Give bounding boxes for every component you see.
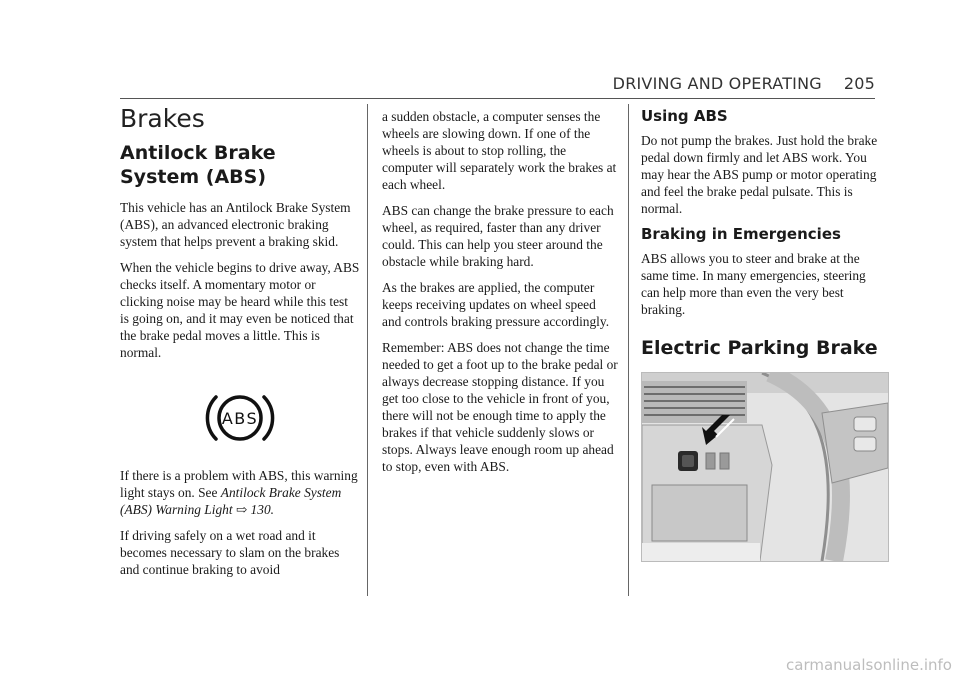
- dashboard-illustration: [642, 373, 888, 561]
- heading-using-abs: Using ABS: [641, 107, 728, 125]
- section-heading: Brakes: [120, 104, 205, 133]
- parking-brake-switch-image: [641, 372, 889, 562]
- column-3: [641, 106, 879, 562]
- subsection-heading-abs: Antilock Brake System (ABS): [120, 142, 276, 188]
- paragraph: Do not pump the brakes. Just hold the brake pedal down firmly and let ABS work. You may hear the ABS pump or motor operating and feel the brake pedal pulsate. This is normal.: [641, 133, 878, 216]
- heading-braking-emergencies: Braking in Emergencies: [641, 225, 841, 243]
- paragraph: When the vehicle begins to drive away, ABS checks itself. A momentary motor or clicking noise may be heard while this test is going on, and it may even be noticed that the brake pedal moves a little. This is normal.: [120, 260, 360, 360]
- column-divider: [628, 104, 629, 596]
- watermark: carmanualsonline.info: [786, 656, 952, 674]
- page-reference[interactable]: 130: [250, 502, 271, 517]
- page-ref-arrow-icon: ⇨: [235, 502, 248, 517]
- heading-electric-parking-brake: Electric Parking Brake: [641, 337, 878, 359]
- page-number: 205: [843, 73, 875, 93]
- abs-warning-icon: [204, 389, 276, 447]
- column-2: [382, 108, 618, 484]
- air-vent: [642, 381, 747, 423]
- paragraph: If driving safely on a wet road and it becomes necessary to slam on the brakes and continue braking to avoid: [120, 528, 340, 577]
- paragraph: This vehicle has an Antilock Brake System (ABS), an advanced electronic braking system that helps prevent a braking skid.: [120, 200, 351, 249]
- abs-symbol-text: ABS: [221, 409, 259, 428]
- paragraph: As the brakes are applied, the computer keeps receiving updates on wheel speed and controls braking pressure accordingly.: [382, 280, 610, 329]
- column-divider: [367, 104, 368, 596]
- cross-reference-link[interactable]: Antilock Brake System (ABS) Warning Light: [120, 485, 342, 517]
- header-rule: [120, 98, 875, 99]
- column-1: [120, 106, 360, 587]
- abs-warning-symbol: [120, 389, 360, 447]
- paragraph: Remember: ABS does not change the time needed to get a foot up to the brake pedal or always decrease stopping distance. If you get too close to the vehicle in front of you, there will not be enough time to apply the brakes if that vehicle suddenly slows or stops. Always leave enough room up ahead to stop, even with ABS.: [382, 340, 618, 474]
- page-header: [591, 72, 875, 94]
- section-title: DRIVING AND OPERATING: [612, 73, 822, 93]
- paragraph: ABS can change the brake pressure to each wheel, as required, faster than any driver could. This can help you steer around the obstacle while braking hard.: [382, 203, 614, 269]
- paragraph: ABS allows you to steer and brake at the same time. In many emergencies, steering can help more than even the very best braking.: [641, 251, 866, 317]
- paragraph-warning-light: If there is a problem with ABS, this warning light stays on. See Antilock Brake System (ABS) Warning Light ⇨ 130.: [120, 468, 358, 517]
- paragraph: a sudden obstacle, a computer senses the wheels are slowing down. If one of the wheels is about to stop rolling, the computer will separately work the brakes at each wheel.: [382, 109, 617, 192]
